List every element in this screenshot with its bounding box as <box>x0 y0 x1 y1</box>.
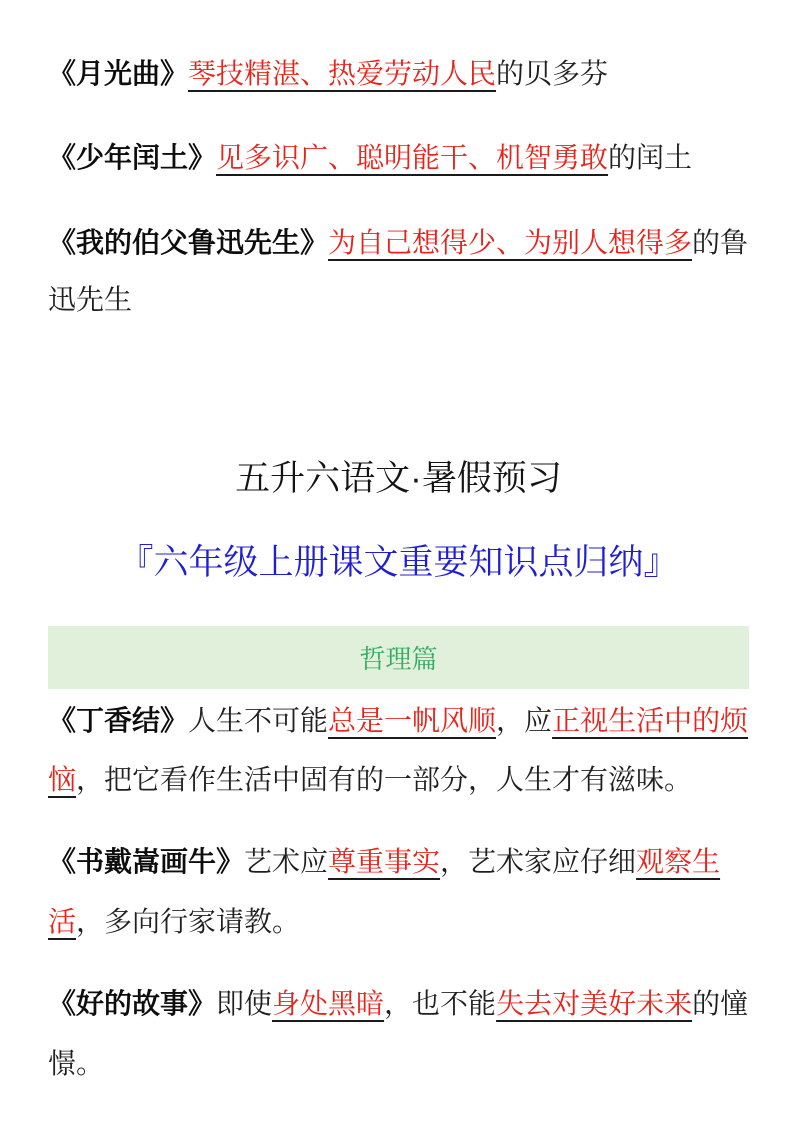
highlighted-answer: 为自己想得少、为别人想得多 <box>328 226 693 258</box>
book-title: 《我的伯父鲁迅先生》 <box>48 226 329 258</box>
lesson-review-section <box>48 45 749 329</box>
highlighted-answer: 琴技精湛、热爱劳动人民 <box>188 58 497 89</box>
book-title: 《好的故事》 <box>48 988 217 1020</box>
text-segment: ，应 <box>496 704 553 736</box>
text-segment: ，多向行家请教。 <box>76 906 301 938</box>
text-segment: 即使 <box>216 988 273 1020</box>
text-segment: 的闰土 <box>608 142 693 174</box>
highlighted-answer: 见多识广、聪明能干、机智勇敢 <box>216 142 609 174</box>
entry-paragraph <box>48 832 749 952</box>
philosophy-section <box>48 691 749 1094</box>
entry-paragraph <box>48 691 749 811</box>
highlighted-answer: 尊重事实 <box>328 846 441 878</box>
book-title: 《少年闰土》 <box>48 142 217 174</box>
entry-paragraph <box>48 129 749 186</box>
text-segment: 的憧憬。 <box>48 988 749 1080</box>
highlighted-answer: 身处黑暗 <box>272 988 385 1020</box>
highlighted-answer: 总是一帆风顺 <box>328 704 497 736</box>
main-title: 五升六语文·暑假预习 <box>235 458 562 498</box>
category-banner <box>48 626 749 689</box>
text-segment: ，也不能 <box>384 988 497 1020</box>
highlighted-answer: 观察生活 <box>48 846 721 938</box>
book-title: 《丁香结》 <box>48 704 189 736</box>
text-segment: ，艺术家应仔细 <box>440 846 637 878</box>
banner-label: 哲理篇 <box>359 643 438 674</box>
entry-paragraph <box>48 214 749 329</box>
entry-paragraph <box>48 45 749 102</box>
text-segment: ，把它看作生活中固有的一部分，人生才有滋味。 <box>76 764 693 796</box>
entry-paragraph <box>48 974 749 1094</box>
text-segment: 人生不可能 <box>188 704 329 736</box>
highlighted-answer: 失去对美好未来 <box>496 988 693 1020</box>
book-title: 《书戴嵩画牛》 <box>48 846 245 878</box>
highlighted-answer: 正视生活中的烦恼 <box>48 704 749 796</box>
text-segment: 的贝多芬 <box>496 58 609 89</box>
book-title: 《月光曲》 <box>48 58 189 89</box>
text-segment: 的鲁迅先生 <box>48 226 749 316</box>
text-segment: 艺术应 <box>244 846 329 878</box>
subtitle: 『六年级上册课文重要知识点归纳』 <box>118 542 679 582</box>
